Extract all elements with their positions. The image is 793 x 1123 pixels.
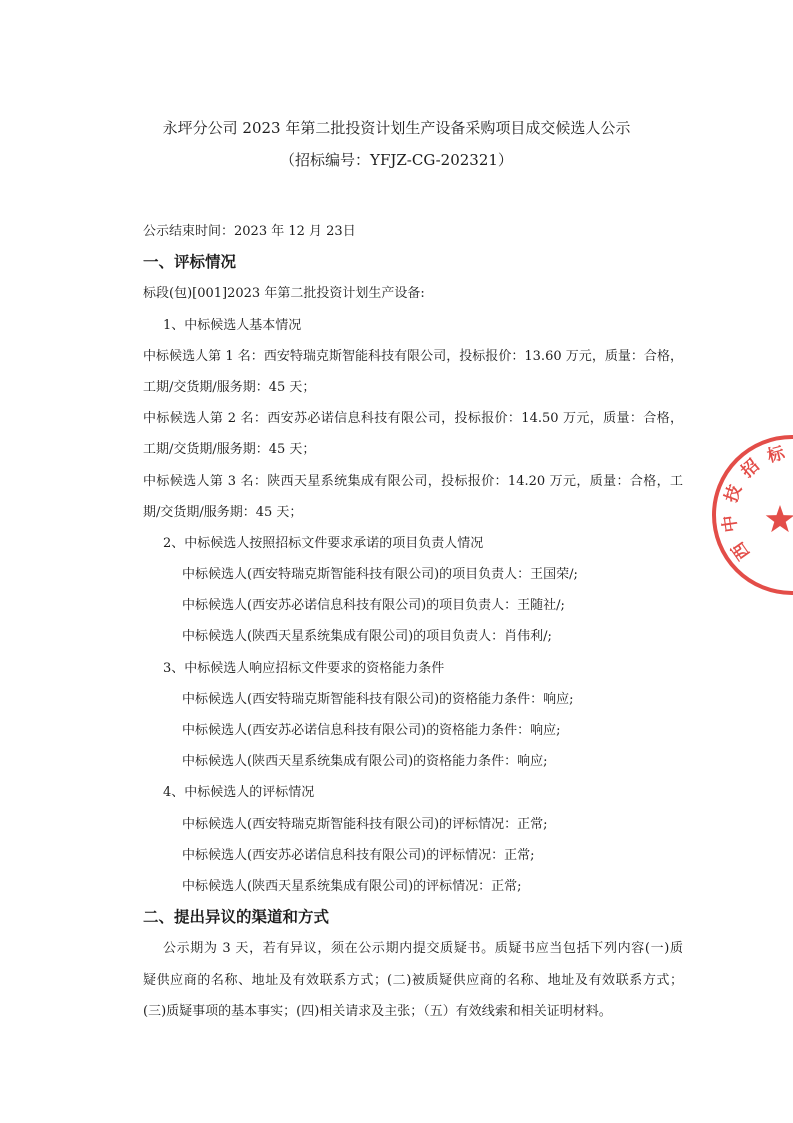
evaluation-item: 中标候选人(西安苏必诺信息科技有限公司)的评标情况：正常; [182,847,535,863]
project-manager-item: 中标候选人(西安苏必诺信息科技有限公司)的项目负责人：王随社/; [182,598,565,614]
document-title [0,112,793,176]
candidate-1-line-2: 工期/交货期/服务期：45 天； [143,379,316,395]
document-body [143,216,703,1027]
objection-paragraph-line-1: 公示期为 3 天，若有异议，须在公示期内提交质疑书。质疑书应当包括下列内容(一)质 [163,941,683,957]
lot-title: 标段(包)[001]2023 年第二批投资计划生产设备: [143,286,425,302]
project-manager-item: 中标候选人(陕西天星系统集成有限公司)的项目负责人：肖伟利/; [182,629,552,645]
notice-end-time: 公示结束时间：2023 年 12 月 23日 [143,224,356,239]
seal-star-icon [766,505,793,532]
qualification-heading: 3、中标候选人响应招标文件要求的资格能力条件 [163,660,445,676]
project-manager-heading: 2、中标候选人按照招标文件要求承诺的项目负责人情况 [163,535,484,551]
candidate-1-line-1: 中标候选人第 1 名：西安特瑞克斯智能科技有限公司，投标报价：13.60 万元，质量：合格， [143,348,683,364]
seal-char: 西 [728,537,755,564]
section-2-heading: 二、提出异议的渠道和方式 [143,908,330,927]
basic-info-heading: 1、中标候选人基本情况 [163,317,302,333]
title-line-2-tender-number: （招标编号：YFJZ-CG-202321） [280,151,513,169]
seal-char: 标 [765,443,787,467]
candidate-2-line-1: 中标候选人第 2 名：西安苏必诺信息科技有限公司，投标报价：14.50 万元，质量：合格， [143,411,683,427]
section-1-heading: 一、评标情况 [143,253,237,272]
red-seal-stamp [700,420,793,600]
evaluation-heading: 4、中标候选人的评标情况 [163,785,315,801]
seal-char: 技 [721,482,747,506]
project-manager-item: 中标候选人(西安特瑞克斯智能科技有限公司)的项目负责人：王国荣/; [182,567,578,583]
objection-paragraph-line-3: (三)质疑事项的基本事实；(四)相关请求及主张；（五）有效线索和相关证明材料。 [143,1003,612,1019]
title-line-1: 永坪分公司 2023 年第二批投资计划生产设备采购项目成交候选人公示 [162,119,631,137]
seal-char: 招 [737,455,764,483]
candidate-2-line-2: 工期/交货期/服务期：45 天； [143,442,316,458]
objection-paragraph-line-2: 疑供应商的名称、地址及有效联系方式；(二)被质疑供应商的名称、地址及有效联系方式； [143,972,683,988]
qualification-item: 中标候选人(陕西天星系统集成有限公司)的资格能力条件：响应; [182,754,548,770]
seal-char: 中 [719,513,742,534]
evaluation-item: 中标候选人(陕西天星系统集成有限公司)的评标情况：正常; [182,878,522,894]
qualification-item: 中标候选人(西安苏必诺信息科技有限公司)的资格能力条件：响应; [182,723,561,738]
candidate-3-line-1: 中标候选人第 3 名：陕西天星系统集成有限公司，投标报价：14.20 万元，质量：合格，工 [143,473,683,489]
evaluation-item: 中标候选人(西安特瑞克斯智能科技有限公司)的评标情况：正常; [182,816,548,832]
qualification-item: 中标候选人(西安特瑞克斯智能科技有限公司)的资格能力条件：响应; [182,691,574,707]
candidate-3-line-2: 期/交货期/服务期：45 天； [143,504,303,520]
